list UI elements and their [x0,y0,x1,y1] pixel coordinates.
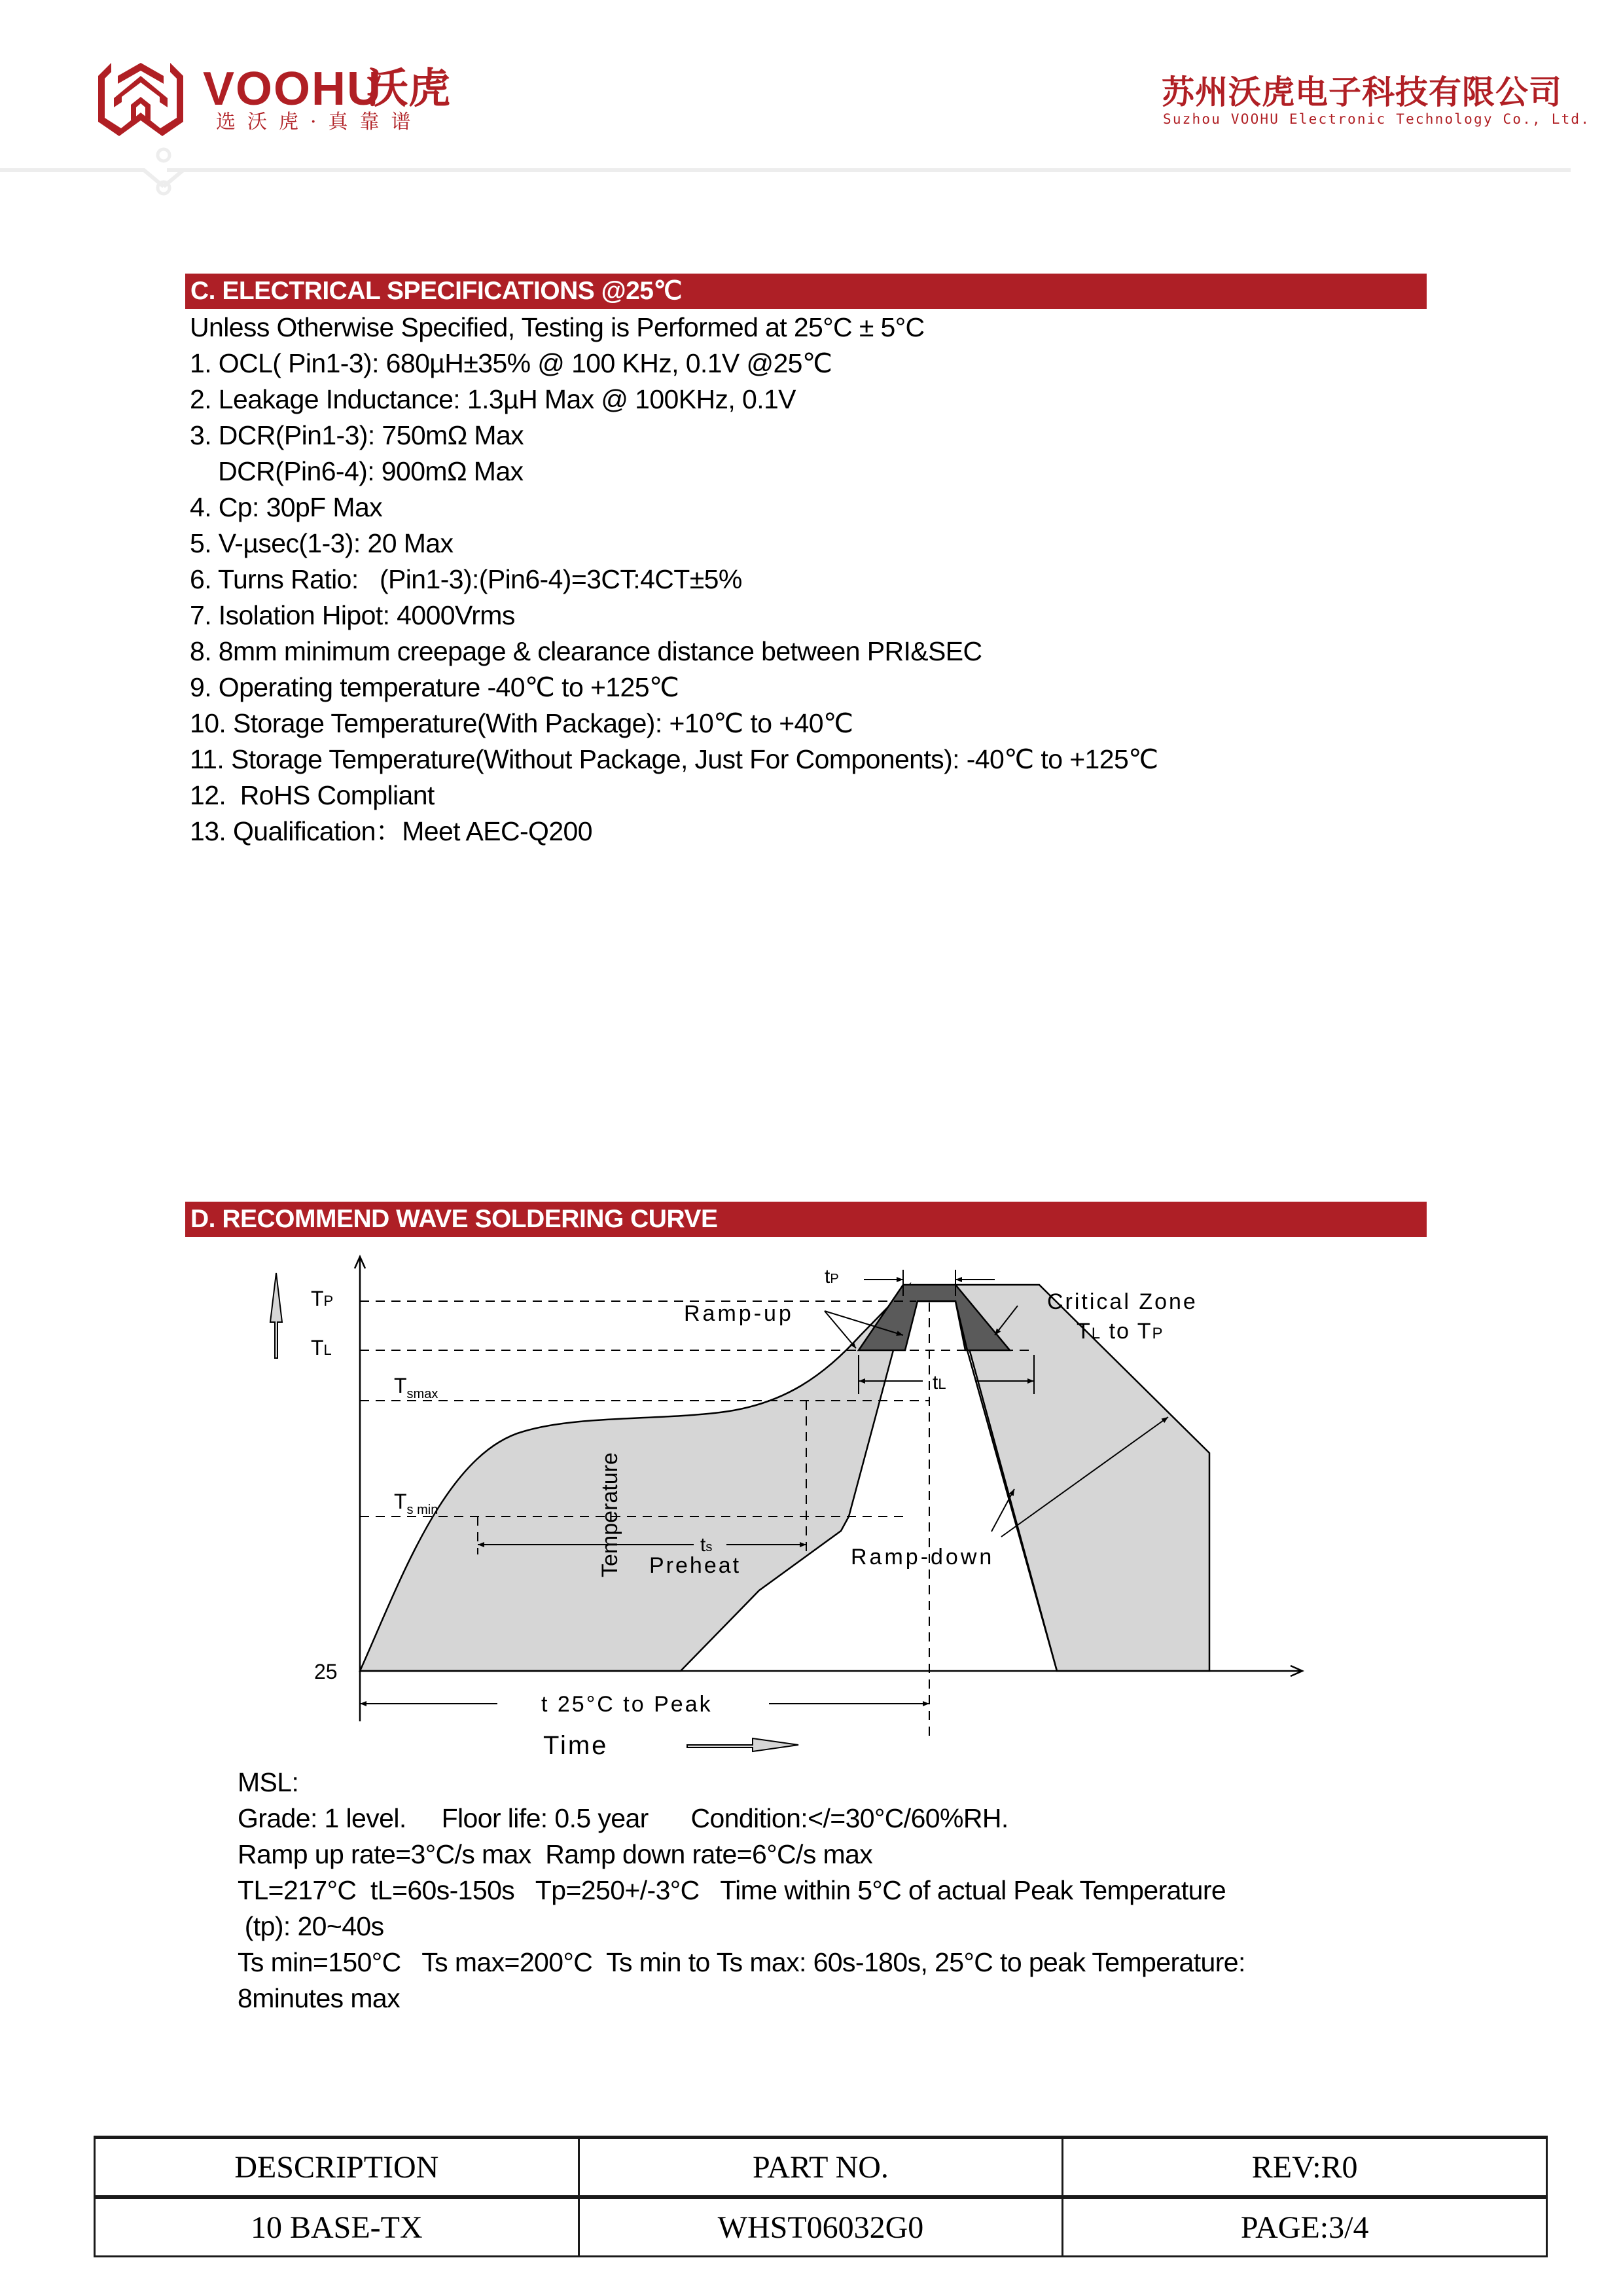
spec-line: 7. Isolation Hipot: 4000Vrms [190,600,515,630]
svg-text:TL to TP: TL to TP [1077,1319,1164,1344]
footer-header-row [95,2138,1547,2198]
footer-part-no-header: PART NO. [579,2138,1063,2198]
svg-text:tP: tP [825,1266,839,1287]
spec-line: 10. Storage Temperature(With Package): +10℃ to +40℃ [190,708,853,738]
spec-line: 12. RoHS Compliant [190,780,435,810]
spec-line: 4. Cp: 30pF Max [190,492,383,522]
spec-line: 9. Operating temperature -40℃ to +125℃ [190,672,679,702]
spec-line: 1. OCL( Pin1-3): 680µH±35% @ 100 KHz, 0.1V @25℃ [190,348,832,378]
section-d-header: D. RECOMMEND WAVE SOLDERING CURVE [185,1202,1427,1237]
spec-line: 6. Turns Ratio: (Pin1-3):(Pin6-4)=3CT:4CT±5% [190,564,742,594]
svg-text:Ramp-down: Ramp-down [851,1545,995,1570]
brand-name-cn: 沃虎 [366,65,450,113]
svg-text:t 25°C to Peak: t 25°C to Peak [541,1692,713,1717]
msl-line: MSL: [238,1767,299,1797]
brand-name-en: VOOHU [203,63,383,115]
msl-line: Ts min=150°C Ts max=200°C Ts min to Ts max: 60s-180s, 25°C to peak Temperature: [238,1947,1245,1977]
svg-text:Critical Zone: Critical Zone [1047,1289,1198,1314]
svg-text:TP: TP [311,1287,334,1310]
spec-line: 13. Qualification：Meet AEC-Q200 [190,816,592,846]
msl-line: TL=217°C tL=60s-150s Tp=250+/-3°C Time within 5°C of actual Peak Temperature [238,1875,1226,1905]
msl-line: Grade: 1 level. Floor life: 0.5 year Condition:</=30°C/60%RH. [238,1803,1008,1833]
svg-text:ts: ts [700,1534,713,1556]
svg-text:Tsmax: $T_{smax}$ [394,1374,438,1401]
spec-line: 11. Storage Temperature(Without Package, Just For Components): -40℃ to +125℃ [190,744,1158,774]
company-name-cn: 苏州沃虎电子科技有限公司 [1162,73,1562,111]
msl-line: 8minutes max [238,1983,401,2013]
spec-line: 5. V-µsec(1-3): 20 Max [190,528,454,558]
footer-value-row [95,2197,1547,2257]
svg-text:Preheat: Preheat [649,1553,741,1578]
voohu-logo-icon [92,58,190,136]
svg-text:TL: TL [311,1336,332,1359]
electrical-spec-list [190,310,1158,850]
spec-line: 2. Leakage Inductance: 1.3µH Max @ 100KHz, 0.1V [190,384,796,414]
spec-line: Unless Otherwise Specified, Testing is Performed at 25°C ± 5°C [190,312,925,342]
svg-text:tL: tL [933,1372,946,1393]
msl-notes [238,1765,1245,2017]
header-divider-circuit [0,167,1571,171]
section-c-header: C. ELECTRICAL SPECIFICATIONS @25℃ [185,274,1427,309]
svg-text:Ramp-up: Ramp-up [684,1301,794,1326]
footer-description-value: 10 BASE-TX [95,2197,579,2257]
spec-line: 3. DCR(Pin1-3): 750mΩ Max [190,420,524,450]
wave-soldering-curve-chart [249,1244,1322,1767]
ramp-up-envelope [360,1285,910,1671]
footer-description-header: DESCRIPTION [95,2138,579,2198]
y-tick-25: 25 [314,1660,338,1683]
footer-revision: REV:R0 [1063,2138,1547,2198]
footer-part-no-value: WHST06032G0 [579,2197,1063,2257]
spec-line: DCR(Pin6-4): 900mΩ Max [190,456,524,486]
x-axix-label: Time [543,1731,609,1760]
footer-info-table [94,2136,1548,2257]
msl-line: Ramp up rate=3°C/s max Ramp down rate=6°C/s max [238,1839,873,1869]
footer-page-number: PAGE:3/4 [1063,2197,1547,2257]
msl-line: (tp): 20~40s [238,1911,384,1941]
company-name-en: Suzhou VOOHU Electronic Technology Co., Ltd. [1163,111,1591,127]
brand-slogan: 选沃虎·真靠谱 [216,111,423,134]
y-axis-label: Temperature [597,1452,622,1577]
spec-line: 8. 8mm minimum creepage & clearance distance between PRI&SEC [190,636,982,666]
svg-text:Ts min: $T_{s min}$ [394,1490,438,1517]
